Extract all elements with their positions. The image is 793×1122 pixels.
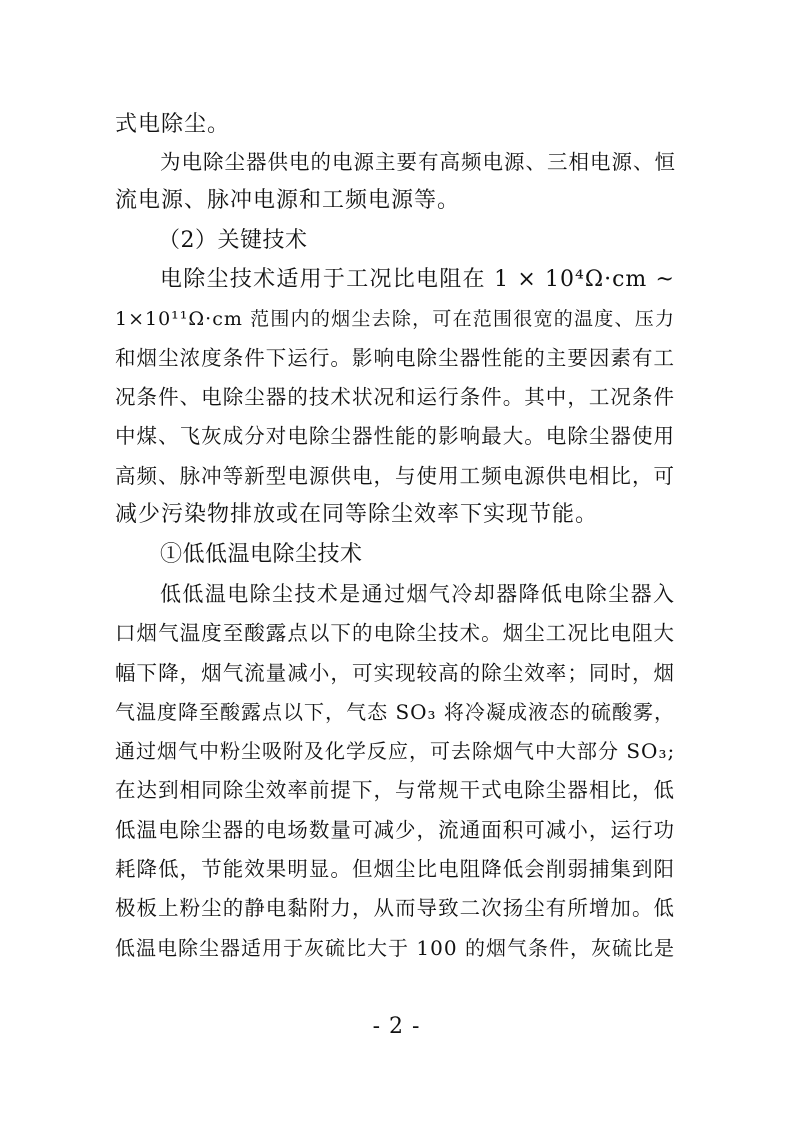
- body-text-line: 极板上粉尘的静电黏附力，从而导致二次扬尘有所增加。低: [115, 896, 675, 920]
- body-text-line: 高频、脉冲等新型电源供电，与使用工频电源供电相比，可: [115, 464, 675, 488]
- body-text-line: 中煤、飞灰成分对电除尘器性能的影响最大。电除尘器使用: [115, 424, 675, 448]
- body-text-line: 低温电除尘器适用于灰硫比大于 100 的烟气条件，灰硫比是: [115, 936, 675, 960]
- body-text-line: 耗降低，节能效果明显。但烟尘比电阻降低会削弱捕集到阳: [115, 857, 675, 881]
- body-text-line: 和烟尘浓度条件下运行。影响电除尘器性能的主要因素有工: [115, 346, 675, 370]
- section-heading: （2）关键技术: [158, 228, 308, 253]
- body-text-line: 通过烟气中粉尘吸附及化学反应，可去除烟气中大部分 SO₃;: [115, 739, 676, 763]
- body-text-line: 幅下降，烟气流量减小，可实现较高的除尘效率；同时，烟: [115, 661, 675, 685]
- body-text-line: 低温电除尘器的电场数量可减少，流通面积可减小，运行功: [115, 818, 675, 842]
- body-text-line: 低低温电除尘技术是通过烟气冷却器降低电除尘器入: [160, 582, 675, 606]
- page-number: - 2 -: [372, 1014, 421, 1039]
- body-text-line: 减少污染物排放或在同等除尘效率下实现节能。: [115, 502, 599, 527]
- body-text-line: 流电源、脉冲电源和工频电源等。: [115, 188, 461, 213]
- body-text-line: 况条件、电除尘器的技术状况和运行条件。其中，工况条件: [115, 385, 675, 409]
- body-text-line: 口烟气温度至酸露点以下的电除尘技术。烟尘工况比电阻大: [115, 621, 675, 645]
- body-text-line: 气温度降至酸露点以下，气态 SO₃ 将冷凝成液态的硫酸雾，: [115, 700, 675, 724]
- body-text-line: 电除尘技术适用于工况比电阻在 1 × 10⁴Ω·cm ~: [160, 267, 675, 292]
- body-text-line: 在达到相同除尘效率前提下，与常规干式电除尘器相比，低: [115, 778, 675, 802]
- subsection-heading: ①低低温电除尘技术: [160, 542, 363, 567]
- body-text-line: 式电除尘。: [115, 112, 231, 137]
- body-text-line: 1×10¹¹Ω·cm 范围内的烟尘去除，可在范围很宽的温度、压力: [115, 308, 675, 330]
- body-text-line: 为电除尘器供电的电源主要有高频电源、三相电源、恒: [160, 150, 676, 174]
